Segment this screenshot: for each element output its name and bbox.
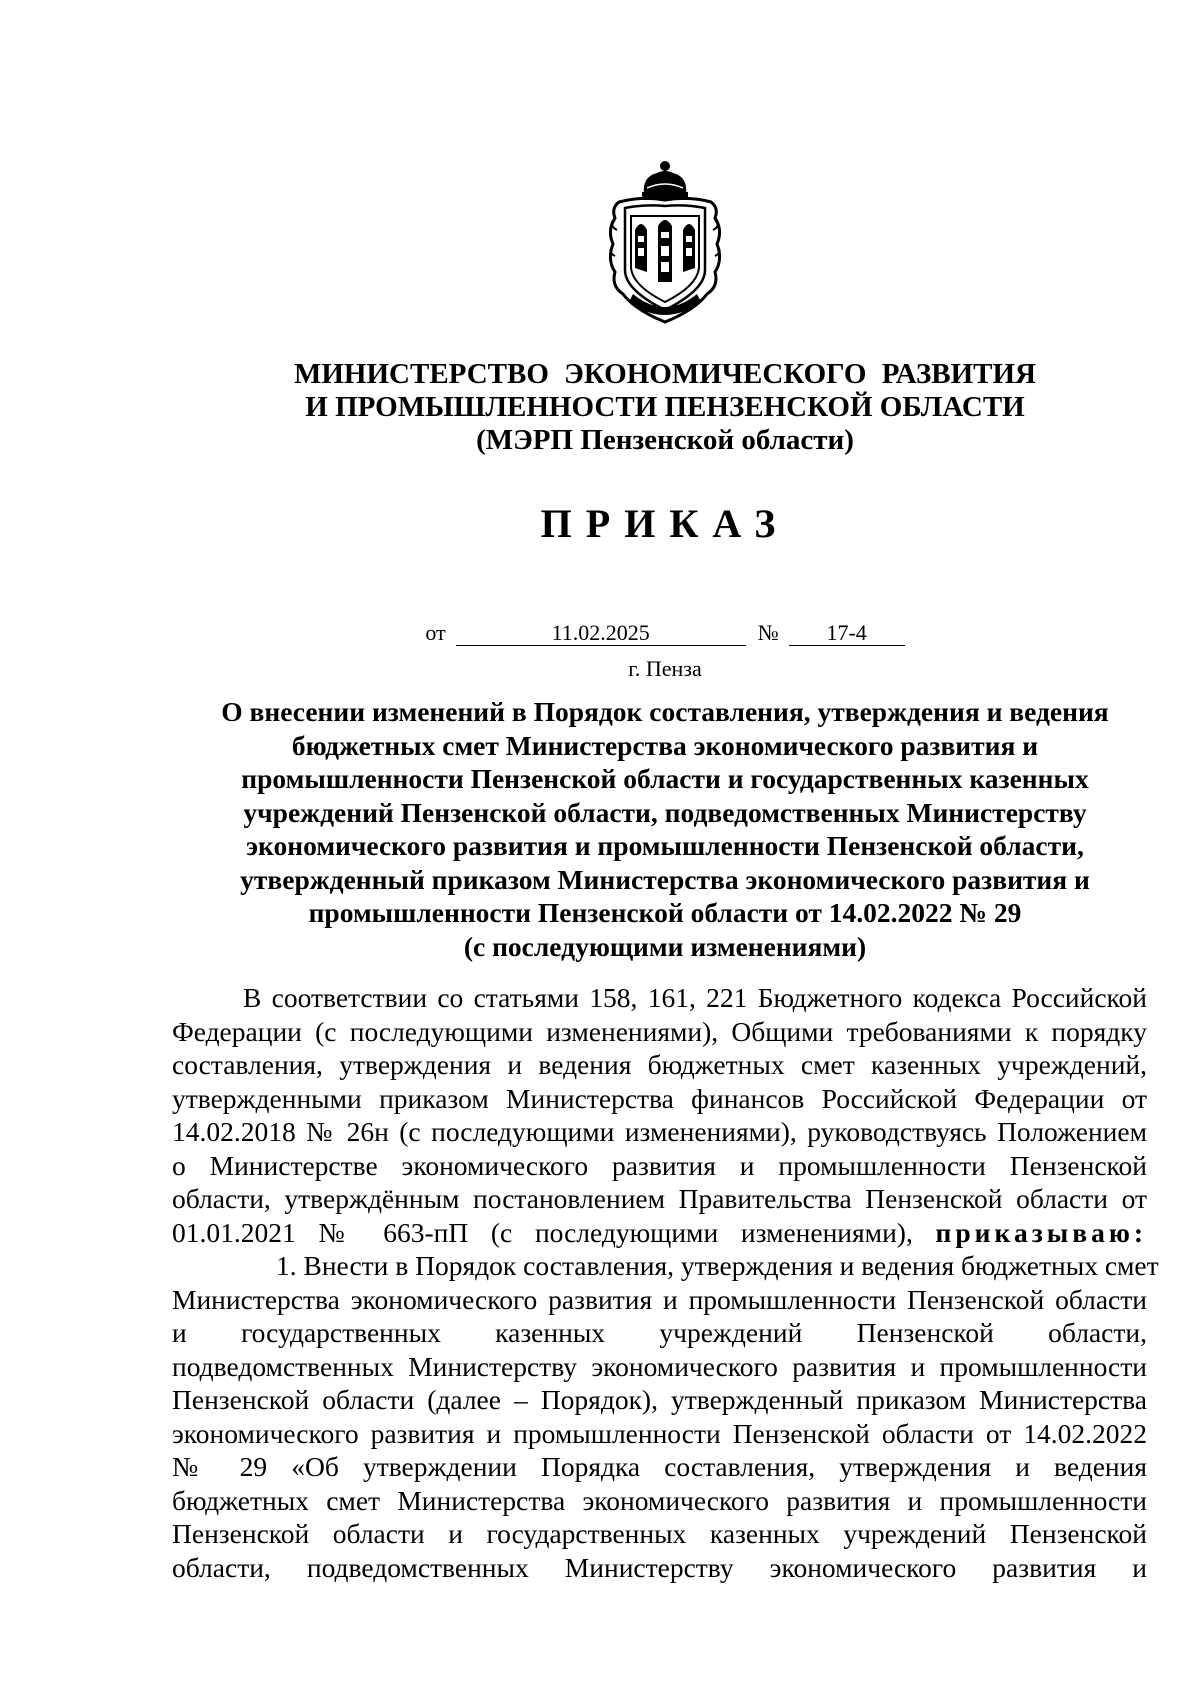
body-line: подведомственных Министерству экономического развития и промышленности [172,1350,1147,1382]
document-date: 11.02.2025 [456,621,746,646]
ministry-header [200,358,1130,457]
body-line: 14.02.2018 № 26н (с последующими изменениями), руководствуясь Положением [172,1116,1147,1147]
body-line-text: 01.01.2021 № 663-пП (с последующими изменениями), [172,1216,913,1248]
body-line-with-order-word [172,1216,1147,1250]
document-type-title: ПРИКАЗ [540,501,790,546]
subject-line: экономического развития и промышленности Пензенской области, [246,830,1084,861]
body-line: Пензенской области и государственных казенных учреждений Пензенской [172,1518,1147,1549]
subject-line: учреждений Пензенской области, подведомственных Министерству [243,796,1087,828]
subject-line: утвержденный приказом Министерства экономического развития и [240,863,1090,895]
body-line: Федерации (с последующими изменениями), Общими требованиями к порядку [172,1015,1147,1047]
subject-line: О внесении изменений в Порядок составления, утверждения и ведения [221,696,1109,727]
ministry-name-line-2: И ПРОМЫШЛЕННОСТИ ПЕНЗЕНСКОЙ ОБЛАСТИ [305,391,1025,423]
document-body [172,981,1159,1584]
body-line: утвержденными приказом Министерства финансов Российской Федерации от [172,1082,1147,1114]
body-line: о Министерстве экономического развития и промышленности Пензенской [172,1149,1147,1181]
body-line: Пензенской области (далее – Порядок), утвержденный приказом Министерства [172,1384,1147,1415]
subject-line: (с последующими изменениями) [463,930,867,962]
body-line: В соответствии со статьями 158, 161, 221 Бюджетного кодекса Российской [243,982,1147,1013]
registration-line [200,620,1130,646]
body-line: бюджетных смет Министерства экономического развития и промышленности [172,1484,1147,1516]
ministry-abbreviation: (МЭРП Пензенской области) [476,424,854,456]
document-subject [200,695,1130,963]
body-line: области, утверждённым постановлением Правительства Пензенской области от [172,1183,1147,1214]
coat-of-arms-icon [605,160,725,326]
body-line: экономического развития и промышленности Пензенской области от 14.02.2022 [172,1417,1147,1449]
subject-line: бюджетных смет Министерства экономического развития и [291,729,1039,761]
body-line: области, подведомственных Министерству экономического развития и [172,1551,1147,1583]
number-prefix: № [757,620,779,645]
subject-line: промышленности Пензенской области от 14.02.2022 № 29 [308,897,1022,928]
body-line: 1. Внести в Порядок составления, утверждения и ведения бюджетных смет [276,1250,1159,1281]
ministry-name-line-1: МИНИСТЕРСТВО ЭКОНОМИЧЕСКОГО РАЗВИТИЯ [294,358,1036,390]
body-line: Министерства экономического развития и промышленности Пензенской области [172,1283,1147,1315]
body-line: и государственных казенных учреждений Пензенской области, [172,1317,1147,1348]
body-line: № 29 «Об утверждении Порядка составления, утверждения и ведения [172,1451,1147,1482]
order-word: приказываю: [935,1216,1148,1248]
subject-line: промышленности Пензенской области и государственных казенных [241,763,1089,794]
body-line: составления, утверждения и ведения бюджетных смет казенных учреждений, [172,1049,1147,1080]
date-prefix: от [425,620,446,645]
document-number: 17-4 [789,621,905,646]
document-city: г. Пенза [628,656,702,681]
